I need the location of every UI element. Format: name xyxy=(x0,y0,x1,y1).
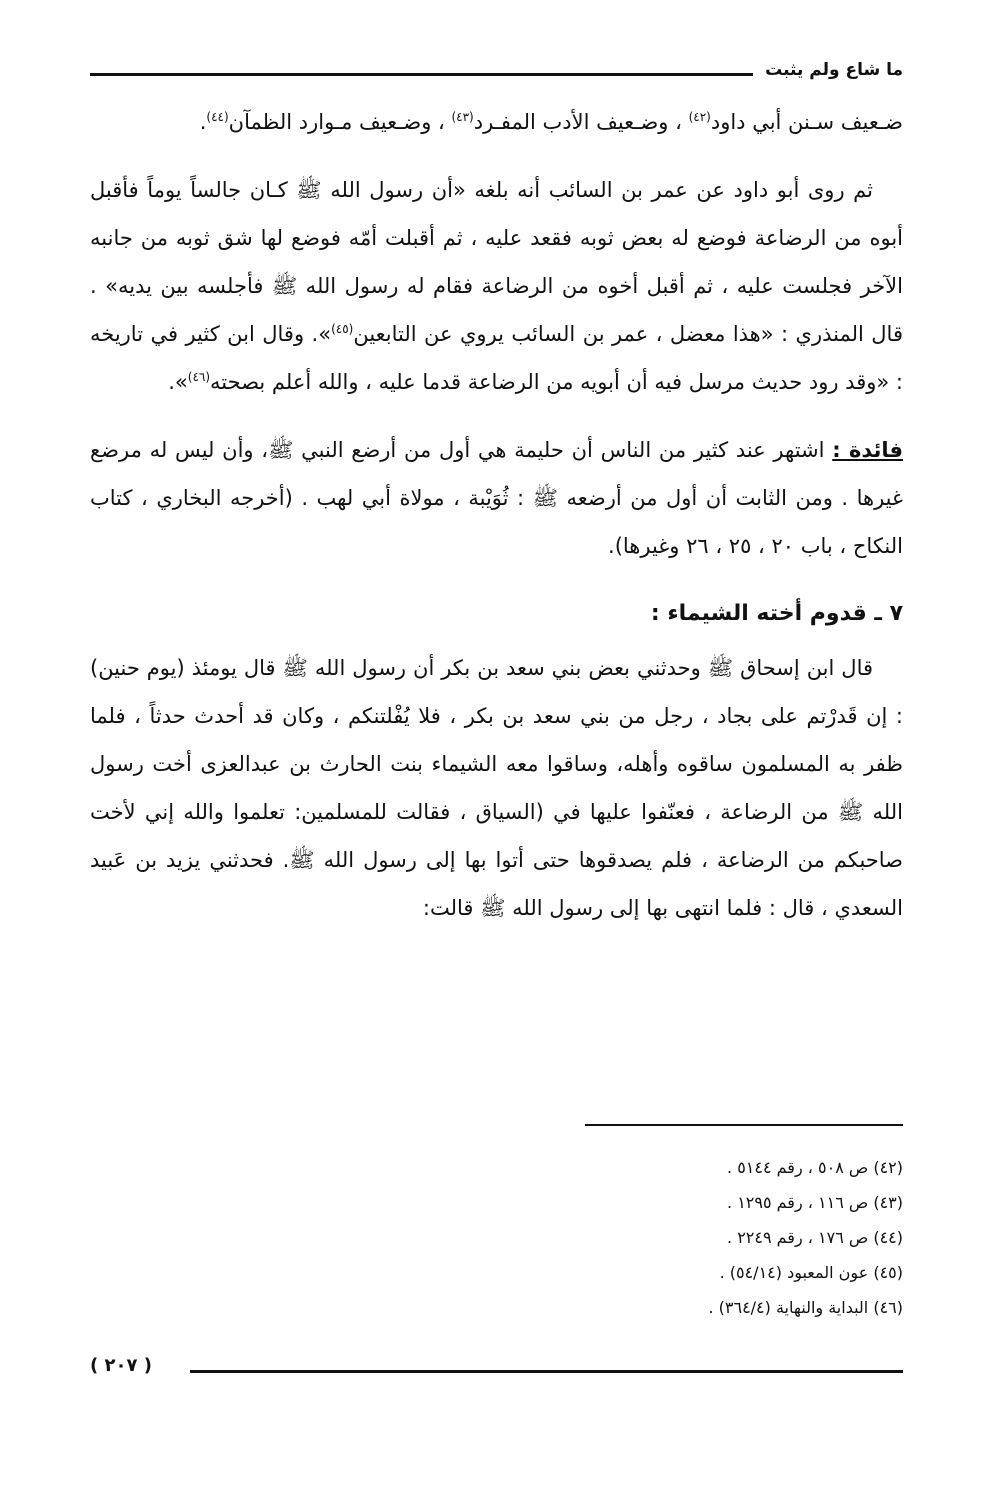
footer-rule xyxy=(190,1370,903,1373)
main-text xyxy=(90,98,903,952)
footnote-ref-45[interactable]: (٤٥) xyxy=(331,322,354,336)
paragraph-abu-dawud xyxy=(90,166,903,406)
text-run: ». xyxy=(168,370,188,394)
footnotes-list xyxy=(303,1150,903,1325)
page-number: ( ٢٠٧ ) xyxy=(90,1355,152,1376)
page-footer xyxy=(90,1355,903,1385)
text-run: اشتهر عند كثير من الناس أن حليمة هي أول من أرضع النبي ﷺ، وأن ليس له مرضع غيرها . ومن الثابت أن أول من أرضعه ﷺ : ثُوَيْبة ، مولاة أبي لهب . (أخرجه البخاري ، كتاب النكاح ، باب ٢٠ ، ٢٥ ، ٢٦ وغيرها). xyxy=(90,438,903,558)
paragraph-shaymaa xyxy=(90,644,903,932)
paragraph-benefit-note xyxy=(90,426,903,570)
paragraph-weak-sources xyxy=(90,98,903,146)
footnote-ref-42[interactable]: (٤٢) xyxy=(688,110,711,124)
footnote-separator xyxy=(585,1124,903,1126)
text-run: قال ابن إسحاق ﷺ وحدثني بعض بني سعد بن بكر أن رسول الله ﷺ قال يومئذ (يوم حنين) : إن قَدرْتم على بجاد ، رجل من بني سعد بن بكر ، فلا يُفْلتنكم ، وكان قد أحدث حدثاً ، فلما ظفر به المسلمون ساقوه وأهله، وساقوا معه الشيماء بنت الحارث بن عبدالعزى أخت رسول الله ﷺ من الرضاعة ، فعنّفوا عليها في (السياق ، فقالت للمسلمين: تعلموا والله إني لأخت صاحبكم من الرضاعة ، فلم يصدقوها حتى أتوا بها إلى رسول الله ﷺ. فحدثني يزيد بن عَبيد السعدي ، قال : فلما انتهى بها إلى رسول الله ﷺ قالت: xyxy=(90,656,903,920)
footnote-item: (٤٤) ص ١٧٦ ، رقم ٢٢٤٩ . xyxy=(727,1228,903,1247)
section-heading: ٧ ـ قدوم أخته الشيماء : xyxy=(650,601,903,626)
text-run: . xyxy=(199,110,207,134)
text-run: ». وقال ابن كثير في تاريخه : «وقد رود حديث مرسل فيه أن أبويه من الرضاعة قدما عليه ، والله أعلم بصحته xyxy=(90,322,903,394)
text-run: ، وضـعيف مـوارد الظمآن xyxy=(228,110,452,134)
footnote-ref-46[interactable]: (٤٦) xyxy=(187,370,211,384)
header-rule xyxy=(90,73,753,76)
text-run: ثم روى أبو داود عن عمر بن السائب أنه بلغه «أن رسول الله ﷺ كـان جالساً يوماً فأقبل أبوه من الرضاعة فوضع له بعض ثوبه فقعد عليه ، ثم أقبلت أمّه فوضع لها شق ثوبه من جانبه الآخر فجلست عليه ، ثم أقبل أخوه من الرضاعة فقام له رسول الله ﷺ فأجلسه بين يديه» . قال المنذري : «هذا معضل ، عمر بن السائب يروي عن التابعين xyxy=(90,178,903,346)
footnote-item: (٤٥) عون المعبود (٥٤/١٤) . xyxy=(719,1263,903,1282)
footnote-item: (٤٣) ص ١١٦ ، رقم ١٢٩٥ . xyxy=(727,1193,903,1212)
running-header xyxy=(90,58,903,88)
footnote-ref-44[interactable]: (٤٤) xyxy=(206,110,229,124)
text-run: ، وضـعيف الأدب المفـرد xyxy=(473,110,689,134)
running-title: ما شاع ولم يثبت xyxy=(765,60,903,80)
footnote-ref-43[interactable]: (٤٣) xyxy=(451,110,474,124)
footnote-item: (٤٢) ص ٥٠٨ ، رقم ٥١٤٤ . xyxy=(727,1158,903,1177)
footnote-item: (٤٦) البداية والنهاية (٣٦٤/٤) . xyxy=(708,1298,903,1317)
benefit-label: فائدة : xyxy=(832,438,903,462)
text-run: ضـعيف سـنن أبي داود xyxy=(710,110,903,134)
